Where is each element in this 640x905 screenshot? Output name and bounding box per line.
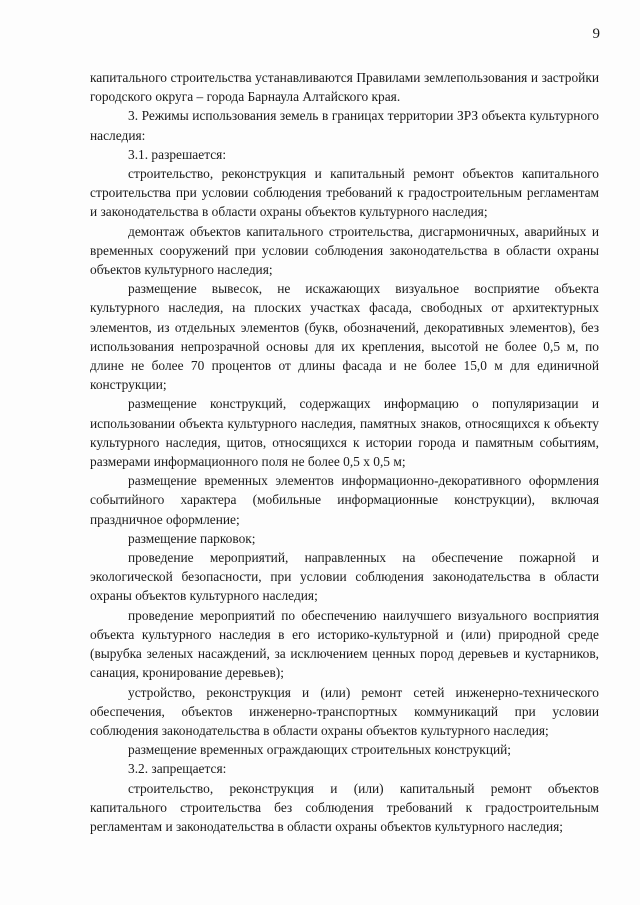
paragraph-p3: 3.1. разрешается: [128, 146, 227, 162]
paragraph-p8: размещение временных элементов информационно-декоративного оформления событийного характера (мобильные информационные конструкции), включая праздничное оформление; [90, 473, 599, 527]
paragraph-p10: проведение мероприятий, направленных на обеспечение пожарной и экологической безопасности, при условии соблюдения законодательства в области охраны объектов культурного наследия; [90, 550, 599, 604]
paragraph-p4: строительство, реконструкция и капитальный ремонт объектов капитального строительства при условии соблюдения требований к градостроительным регламентам и законодательства в области охраны объектов культурного наследия; [90, 166, 599, 220]
paragraph-p5: демонтаж объектов капитального строительства, дисгармоничных, аварийных и временных сооружений при условии соблюдения законодательства в области охраны объектов культурного наследия; [90, 223, 599, 278]
paragraph-p1: капитального строительства устанавливаются Правилами землепользования и застройки городского округа – города Барнаула Алтайского края. [90, 70, 599, 105]
paragraph-p11: проведение мероприятий по обеспечению наилучшего визуального восприятия объекта культурного наследия в его историко-культурной и (или) природной среде (вырубка зеленых насаждений, за исключением ценных пород деревьев и кустарников, санация, кронирование деревьев); [90, 607, 599, 681]
document-body [90, 68, 599, 836]
paragraph-p7: размещение конструкций, содержащих информацию о популяризации и использовании объекта культурного наследия, памятных знаков, относящихся к объекту культурного наследия, щитов, относящихся к истории города и памятным событиям, размерами информационного поля не более 0,5 х 0,5 м; [90, 396, 599, 470]
paragraph-p15: строительство, реконструкция и (или) капитальный ремонт объектов капитального строительства без соблюдения требований к градостроительным регламентам и законодательства в области охраны объектов культурного наследия; [90, 780, 599, 834]
paragraph-p14: 3.2. запрещается: [128, 761, 227, 777]
paragraph-p2: 3. Режимы использования земель в границах территории ЗРЗ объекта культурного наследия: [90, 108, 599, 143]
paragraph-p6: размещение вывесок, не искажающих визуальное восприятие объекта культурного наследия, на плоских участках фасада, свободных от архитектурных элементов, из отдельных элементов (букв, обозначений, декоративных элементов), без использования непрозрачной основы для их крепления, высотой не более 0,5 м, по длине не более 70 процентов от длины фасада и не более 15,0 м для единичной конструкции; [90, 281, 599, 393]
page-number: 9 [592, 26, 600, 42]
paragraph-p12: устройство, реконструкция и (или) ремонт сетей инженерно-технического обеспечения, объектов инженерно-транспортных коммуникаций при условии соблюдения законодательства в области охраны объектов культурного наследия; [90, 684, 599, 738]
paragraph-p13: размещение временных ограждающих строительных конструкций; [128, 742, 512, 758]
paragraph-p9: размещение парковок; [128, 530, 256, 546]
